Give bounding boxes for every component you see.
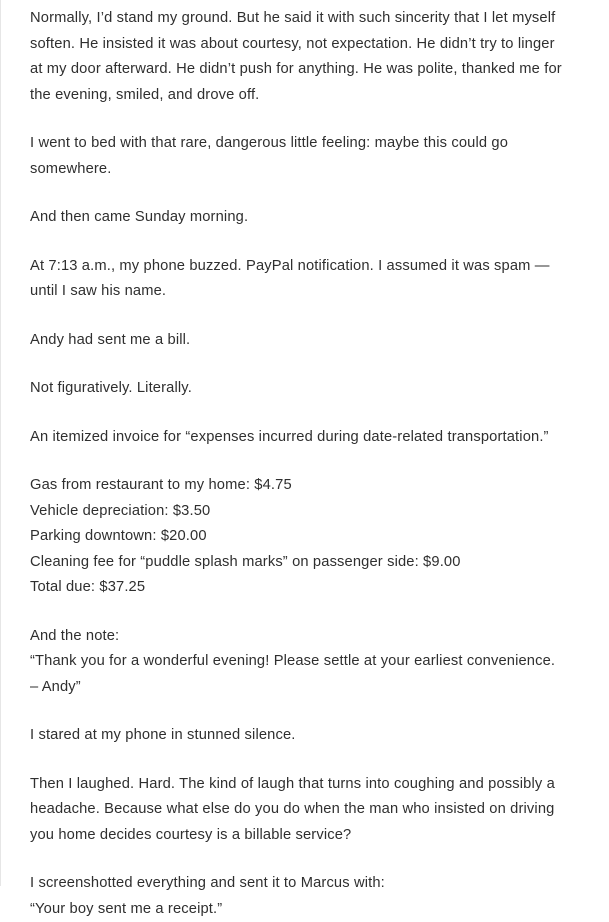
invoice-total-line: Total due: $37.25 — [30, 575, 565, 601]
invoice-line-item: Parking downtown: $20.00 — [30, 524, 565, 550]
paragraph: Normally, I’d stand my ground. But he said it with such sincerity that I let myself soften. He insisted it was about courtesy, not expectation. He didn’t try to linger at my door afterward. He didn’t push for anything. He was polite, thanked me for the evening, smiled, and drove off. — [30, 6, 565, 108]
message-quote: “Your boy sent me a receipt.” — [30, 897, 565, 922]
paragraph: I went to bed with that rare, dangerous little feeling: maybe this could go somewhere. — [30, 131, 565, 182]
invoice-note-block — [30, 624, 565, 701]
invoice-note-label: And the note: — [30, 624, 565, 650]
page-left-rule — [0, 0, 1, 886]
invoice-line-list — [30, 473, 565, 601]
invoice-line-item: Gas from restaurant to my home: $4.75 — [30, 473, 565, 499]
paragraph: I stared at my phone in stunned silence. — [30, 723, 565, 749]
paragraph: And then came Sunday morning. — [30, 205, 565, 231]
paragraph: Then I laughed. Hard. The kind of laugh that turns into coughing and possibly a headache. Because what else do you do when the man who insisted on driving you home decides courtesy is a billable service? — [30, 772, 565, 849]
paragraph: An itemized invoice for “expenses incurred during date-related transportation.” — [30, 425, 565, 451]
paragraph: Not figuratively. Literally. — [30, 376, 565, 402]
invoice-line-item: Vehicle depreciation: $3.50 — [30, 499, 565, 525]
invoice-note-text: “Thank you for a wonderful evening! Please settle at your earliest convenience. – Andy” — [30, 649, 565, 700]
message-block — [30, 871, 565, 922]
invoice-line-item: Cleaning fee for “puddle splash marks” on passenger side: $9.00 — [30, 550, 565, 576]
message-intro: I screenshotted everything and sent it to Marcus with: — [30, 871, 565, 897]
paragraph: At 7:13 a.m., my phone buzzed. PayPal notification. I assumed it was spam — until I saw his name. — [30, 254, 565, 305]
paragraph: Andy had sent me a bill. — [30, 328, 565, 354]
